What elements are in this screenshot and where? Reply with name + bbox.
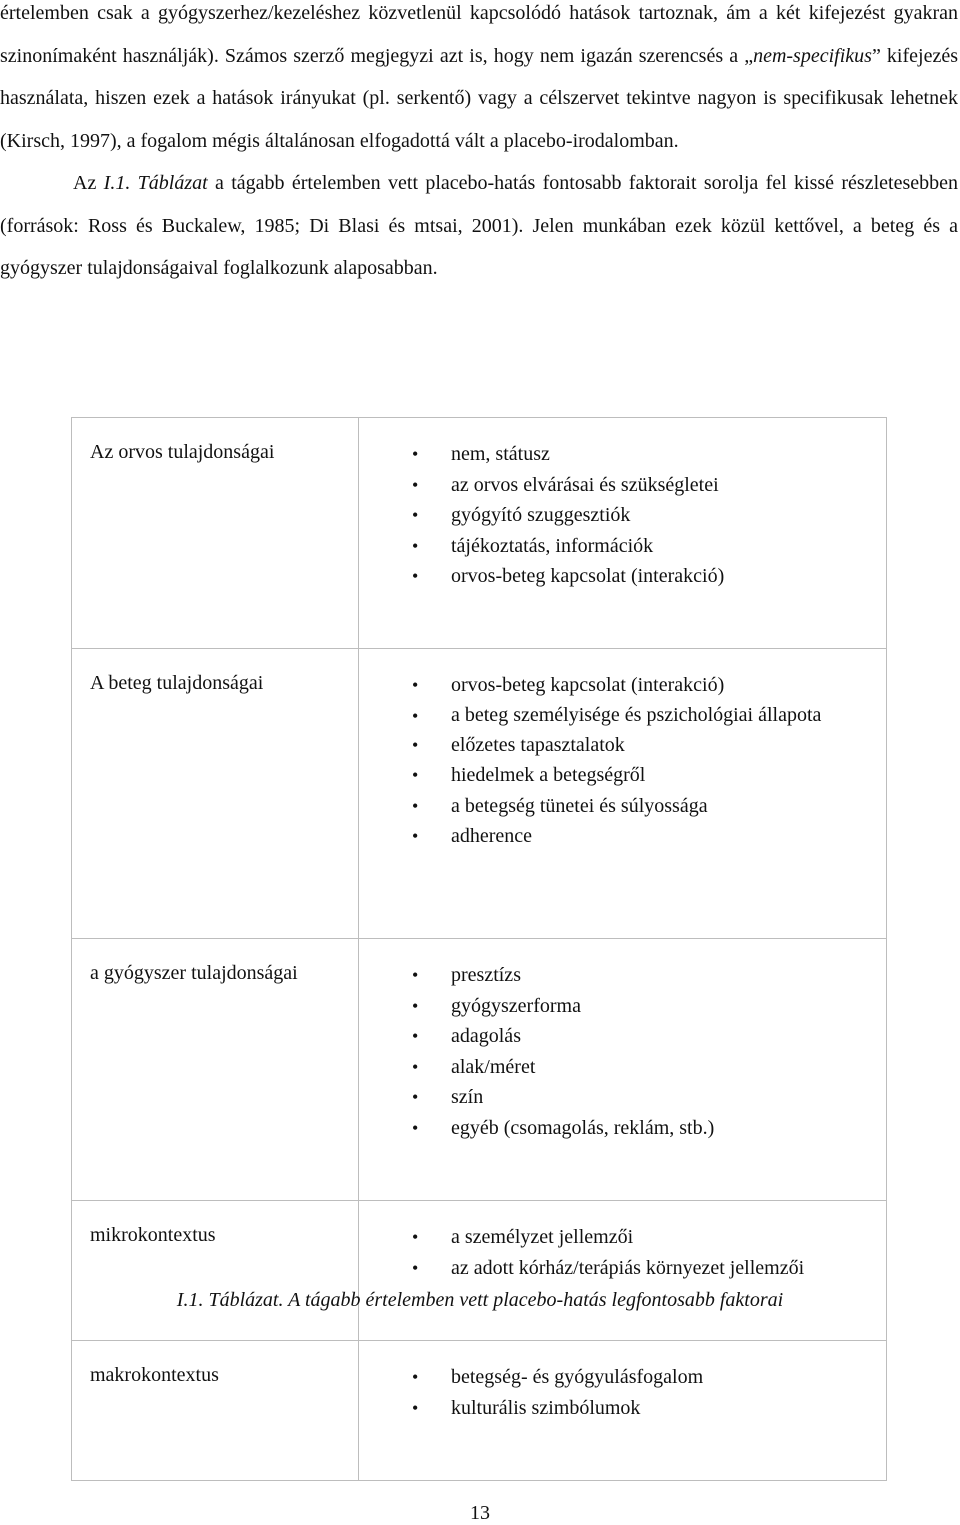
paragraph-1 [0, 0, 958, 162]
paragraph-1-line-5: mégis általánosan elfogadottá vált a placebo-irodalomban. [212, 129, 679, 152]
bullet-list [385, 1362, 868, 1423]
row-category: mikrokontextus [72, 1201, 359, 1341]
bullet-icon: • [412, 1257, 419, 1278]
bullet-list [385, 670, 868, 852]
list-item [385, 760, 868, 791]
list-item [385, 531, 868, 562]
list-item-text: hiedelmek a betegségről [451, 764, 646, 786]
list-item-text: presztízs [451, 964, 521, 986]
list-item-text: alak/méret [451, 1055, 536, 1078]
bullet-icon: • [412, 474, 419, 495]
list-item-text: orvos-beteg kapcsolat (interakció) [451, 565, 725, 587]
list-item [385, 670, 868, 701]
table-row [72, 1201, 887, 1341]
list-item [385, 500, 868, 531]
list-item [385, 561, 868, 592]
bullet-icon: • [412, 765, 419, 785]
list-item-text: az adott kórház/terápiás környezet jellemzői [451, 1256, 805, 1279]
list-item [385, 991, 868, 1022]
list-item-text: a betegség tünetei és súlyossága [451, 794, 708, 817]
paragraph-2-prefix: Az [73, 172, 104, 194]
factors-table-container [71, 417, 887, 1481]
row-items-cell [359, 1341, 887, 1481]
list-item [385, 1222, 868, 1253]
bullet-icon: • [412, 535, 419, 556]
list-item [385, 791, 868, 822]
page-number: 13 [470, 1502, 490, 1524]
list-item-text: betegség- és gyógyulásfogalom [451, 1366, 704, 1388]
row-items-cell [359, 649, 887, 939]
paragraph-1-line-3b: ” kifejezés használata, hiszen ezek a hatások irányukat (pl. [0, 44, 958, 109]
table-row [72, 939, 887, 1201]
list-item [385, 960, 868, 991]
bullet-icon: • [412, 1056, 419, 1077]
row-items-cell [359, 418, 887, 649]
list-item [385, 1393, 868, 1424]
row-items-cell [359, 1201, 887, 1341]
list-item-text: gyógyító szuggesztiók [451, 504, 631, 526]
list-item-text: a személyzet jellemzői [451, 1226, 634, 1248]
bullet-icon: • [412, 675, 419, 695]
bullet-icon: • [412, 566, 419, 586]
bullet-icon: • [412, 826, 419, 846]
list-item-text: adagolás [451, 1025, 521, 1047]
row-category: a gyógyszer tulajdonságai [72, 939, 359, 1201]
row-category: Az orvos tulajdonságai [72, 418, 359, 649]
list-item [385, 730, 868, 761]
bullet-list [385, 439, 868, 592]
list-item [385, 1113, 868, 1144]
body-text [0, 0, 958, 290]
list-item [385, 1362, 868, 1393]
paragraph-2-table-reference: I.1. Táblázat [103, 172, 208, 194]
table-row [72, 1341, 887, 1481]
row-category: makrokontextus [72, 1341, 359, 1481]
list-item-text: szín [451, 1086, 484, 1108]
paragraph-1-line-1: értelemben csak a gyógyszerhez/kezeléshez közvetlenül kapcsolódó hatások tartoznak, ám a két [0, 2, 801, 24]
table-row [72, 649, 887, 939]
row-category: A beteg tulajdonságai [72, 649, 359, 939]
bullet-icon: • [412, 1397, 419, 1418]
list-item-text: előzetes tapasztalatok [451, 733, 625, 756]
table-caption: I.1. Táblázat. A tágabb értelemben vett placebo-hatás legfontosabb faktorai [176, 1289, 784, 1311]
factors-table [71, 417, 887, 1481]
paragraph-1-line-3a: szerencsés a „ [638, 44, 754, 67]
bullet-icon: • [412, 795, 419, 816]
list-item-text: az orvos elvárásai és szükségletei [451, 473, 719, 496]
list-item-text: tájékoztatás, információk [451, 534, 654, 557]
bullet-icon: • [412, 444, 419, 464]
bullet-icon: • [412, 965, 419, 985]
bullet-list [385, 1222, 868, 1283]
list-item [385, 1253, 868, 1284]
paragraph-1-italic-term: nem-specifikus [753, 44, 872, 67]
paragraph-2 [0, 162, 958, 290]
list-item [385, 1052, 868, 1083]
list-item [385, 1082, 868, 1113]
bullet-icon: • [412, 1117, 419, 1138]
bullet-icon: • [412, 1026, 419, 1046]
paragraph-1-line-2: kifejezést gyakran szinonímaként használják). Számos szerző megjegyzi azt is, hogy nem igazán [0, 2, 958, 67]
list-item-text: kulturális szimbólumok [451, 1396, 641, 1419]
list-item-text: egyéb (csomagolás, reklám, stb.) [451, 1116, 715, 1139]
bullet-icon: • [412, 705, 419, 726]
list-item [385, 821, 868, 852]
bullet-list [385, 960, 868, 1143]
list-item-text: gyógyszerforma [451, 994, 581, 1017]
list-item [385, 439, 868, 470]
paragraph-2-text: a tágabb értelemben vett placebo-hatás fontosabb faktorait sorolja fel kissé részletesebben (források: Ross és Buckalew, 1985; Di Blasi és mtsai, 2001). Jelen munkában ezek közül kettővel, a beteg és a gyógyszer tulajdonságaival foglalkozunk alaposabban. [0, 172, 958, 279]
list-item-text: a beteg személyisége és pszichológiai állapota [451, 703, 822, 726]
bullet-icon: • [412, 1087, 419, 1107]
row-items-cell [359, 939, 887, 1201]
bullet-icon: • [412, 1367, 419, 1387]
bullet-icon: • [412, 995, 419, 1016]
bullet-icon: • [412, 505, 419, 525]
list-item [385, 1021, 868, 1052]
paragraph-1-line-4: serkentő) vagy a célszervet tekintve nagyon is specifikusak lehetnek (Kirsch, 1997), a fogalom [0, 87, 958, 152]
list-item-text: adherence [451, 825, 533, 847]
bullet-icon: • [412, 734, 419, 755]
table-row [72, 418, 887, 649]
list-item-text: orvos-beteg kapcsolat (interakció) [451, 674, 725, 696]
list-item [385, 701, 868, 730]
list-item-text: nem, státusz [451, 443, 550, 465]
bullet-icon: • [412, 1227, 419, 1247]
list-item [385, 470, 868, 501]
